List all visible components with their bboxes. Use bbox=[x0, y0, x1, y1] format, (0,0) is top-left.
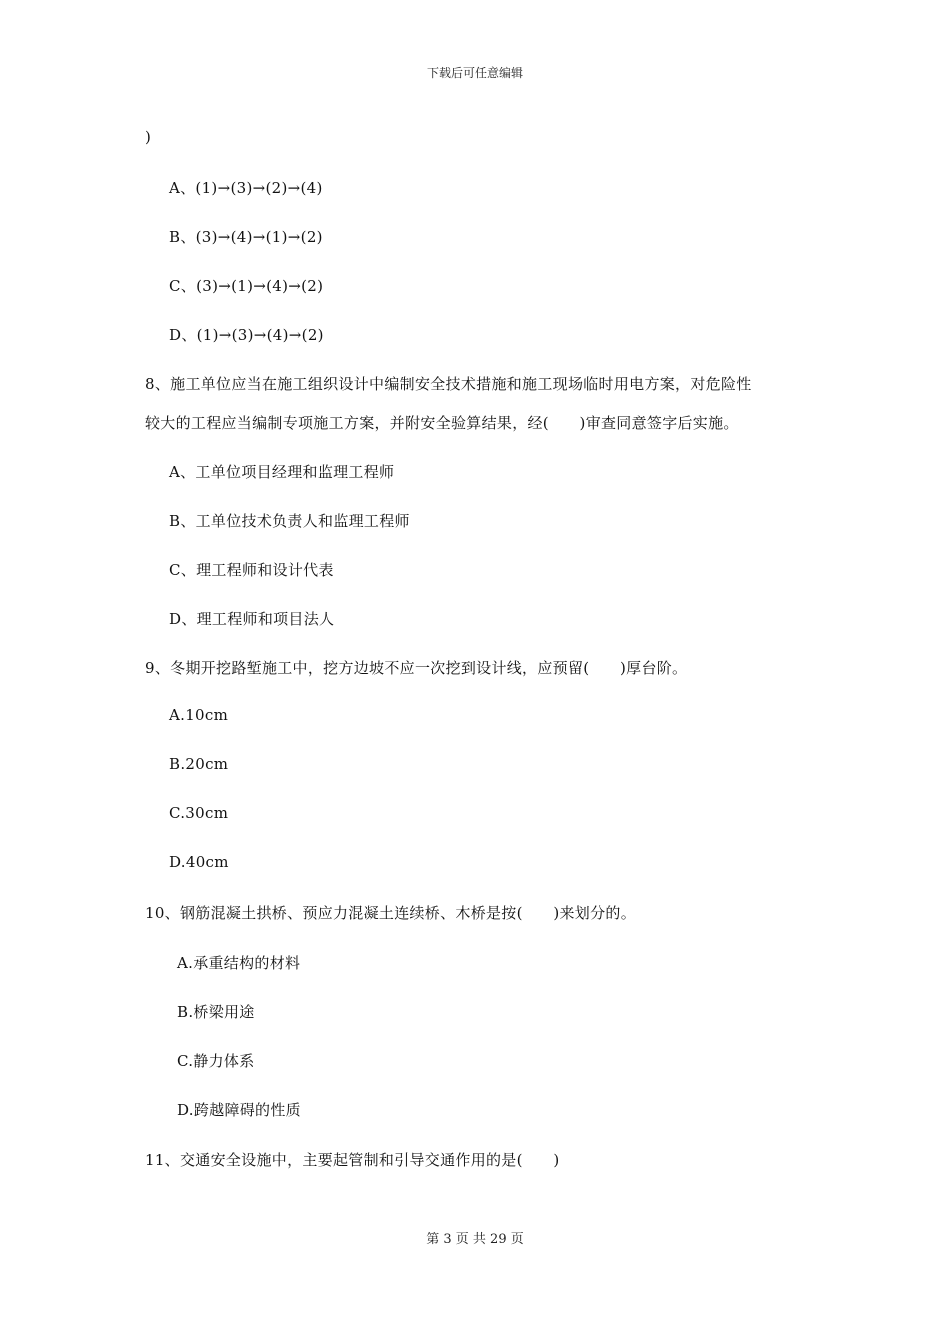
q9-text: 9、冬期开挖路堑施工中，挖方边坡不应一次挖到设计线，应预留( )厚台阶。 bbox=[145, 659, 688, 677]
q8-option-b: B、工单位技术负责人和监理工程师 bbox=[169, 512, 410, 530]
q9-option-a: A.10cm bbox=[169, 706, 229, 724]
question-continuation: ) bbox=[145, 128, 152, 146]
page-footer: 第 3 页 共 29 页 bbox=[426, 1232, 524, 1247]
q10-option-c: C.静力体系 bbox=[177, 1052, 255, 1070]
q11-text: 11、交通安全设施中，主要起管制和引导交通作用的是( ) bbox=[145, 1151, 560, 1169]
q7-option-a: A、(1)→(3)→(2)→(4) bbox=[169, 179, 323, 197]
q8-option-d: D、理工程师和项目法人 bbox=[169, 610, 335, 628]
q10-option-a: A.承重结构的材料 bbox=[177, 954, 301, 972]
q8-text-line2: 较大的工程应当编制专项施工方案，并附安全验算结果，经( )审查同意签字后实施。 bbox=[145, 414, 739, 432]
q9-option-b: B.20cm bbox=[169, 755, 229, 773]
q9-option-c: C.30cm bbox=[169, 804, 229, 822]
q8-option-c: C、理工程师和设计代表 bbox=[169, 561, 334, 579]
page-header: 下载后可任意编辑 bbox=[426, 66, 523, 80]
q8-option-a: A、工单位项目经理和监理工程师 bbox=[169, 463, 395, 481]
q10-option-d: D.跨越障碍的性质 bbox=[177, 1101, 301, 1119]
q7-option-c: C、(3)→(1)→(4)→(2) bbox=[169, 277, 324, 295]
q7-option-d: D、(1)→(3)→(4)→(2) bbox=[169, 326, 324, 344]
q7-option-b: B、(3)→(4)→(1)→(2) bbox=[169, 228, 323, 246]
q8-text-line1: 8、施工单位应当在施工组织设计中编制安全技术措施和施工现场临时用电方案，对危险性 bbox=[145, 375, 752, 393]
q9-option-d: D.40cm bbox=[169, 853, 229, 871]
q10-text: 10、钢筋混凝土拱桥、预应力混凝土连续桥、木桥是按( )来划分的。 bbox=[145, 904, 636, 922]
q10-option-b: B.桥梁用途 bbox=[177, 1003, 255, 1021]
